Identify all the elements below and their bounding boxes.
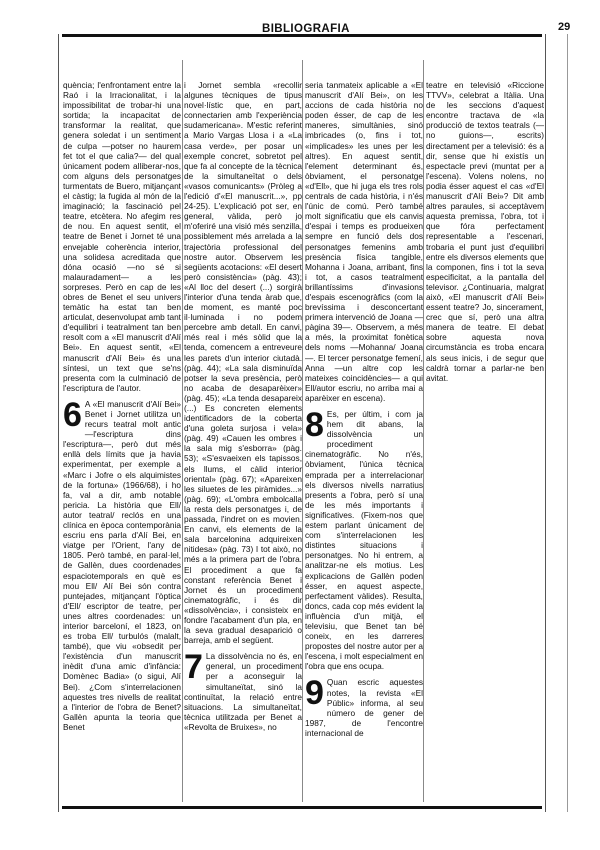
paragraph-text: Quan escric aquestes notes, la revista «El Públic» informa, al seu número de gener de 1987, de l'encontre internacional de xyxy=(305,677,423,738)
paragraph xyxy=(305,80,423,403)
page-number: 29 xyxy=(558,21,571,33)
paragraph-text: Es, per últim, i com ja hem dit abans, la dissolvència un procediment cinematogràfic. No n'és, òbviament, l'única tècnica emprada per a interrelacionar els diversos nivells narratius presents a l'obra, però sí una de les més importants i significatives. (Fixem-nos que estem parlant únicament de com s'interrelacionen les distintes situacions i personatges. No hi entrem, a analitzar-ne els motius. Les explicacions de Gallèn poden ésser, en aquest aspecte, perfectament vàlides). Resulta, doncs, cada cop més evident la influència d'un mitjà, el televisiu, que Benet tan bé coneix, en les darreres propostes del nostre autor per a l'escena, i molt especialment en l'obra que ens ocupa. xyxy=(305,409,423,672)
paragraph-text: A «El manuscrit d'Alí Bei» Benet i Jornet utilitza un recurs teatral molt antic —l'escriptura dins l'escriptura—, però dut més enllà dels límits que ja havia experimentat, per exemple a «Marc i Jofre o els alquimistes de la fortuna» (1966/68), i ho fa, val a dir, amb notable pericia. La història que Ell/ autor teatral/ reclós en una clínica en època contemporània escriu ens parla d'Alí Bei, en viatge per l'Orient, l'any de 1805. Però també, en paral·lel, de Gallèn, dues coordenades espaciotemporals en què es mou Ell/ Alí Bei són contra puntejades, mitjançant l'òptica d'Ell/ escriptor de teatre, per unes altres coordenades: un interior barceloní, el 1823, on es troba Ell/ turbulós (malalt, també), que viu «obsedit per l'existència d'un manuscrit inèdit d'una amic d'infància: Domènec Badia» (o sigui, Alí Bei). ¿Com s'interrelacionen aquestes tres nivells de realitat a l'interior de l'obra de Benet? Gallèn apunta la teoria que Benet xyxy=(63,398,181,732)
page-frame-outer-right xyxy=(567,34,568,812)
paragraph xyxy=(426,80,544,383)
numbered-paragraph xyxy=(184,648,302,732)
paragraph-text: i Jornet sembla «recollir algunes tècniques de tipus novel·lístic que, en part, connectarien amb l'experiència sudamericana». M'estic referint a Mario Vargas Llosa i a «La casa verde», per posar un exemple concret, sobretot pel que fa al concepte de la tècnica de la simultaneïtat o dels «vasos comunicants» (Pròleg a l'edició d'«El manuscrit...», pp 24-25). L'explicació pot ser, en general, vàlida, però jo m'oferiré una visió més senzilla, possiblement més arrelada a la trajectòria professional del nostre autor. Observem les següents acotacions: «El desert però consistència» (pàg. 43); «Al lloc del desert (...) sorgirà l'interior d'una tenda àrab que, de moment, es manté poc il·luminada i no podem percebre amb detall. En canvi, més real i més sòlid que la tenda, comencem a entreveure les parets d'un interior ciutadà. (pàg. 44); «La sala disminuïda potser la seva presència, però no acaba de desaparèixer» (pàg. 45); «La tenda desapareix (...) Es concreten elements identificadors de la coberta d'una goleta surjosa i vela» (pàg. 49) «Cauen les ombres i la sala mig s'esborra» (pàg. 53); «S'esvaeixen els tapissos, els llums, el càlid interior oriental» (pàg. 67); «Apareixen les siluetes de les piràmides...» (pàg. 69); «L'ombra embolcalla la resta dels personatges i, de passada, l'indret on es movien. En canvi, els elements de la sala barcelonina adquireixen nitidesa» (pàg. 73) I tot això, no més a la primera part de l'obra. El procediment a que fa constant referència Benet i Jornet és un procediment cinematogràfic, i és dir «dissolvència», i consisteix en fondre l'acabament d'un pla, en la seva gradual desaparició o barreja, amb el següent. xyxy=(184,80,302,646)
text-column-1 xyxy=(63,80,181,732)
numbered-paragraph xyxy=(305,674,423,738)
numbered-paragraph xyxy=(305,406,423,672)
paragraph xyxy=(184,80,302,645)
column-divider xyxy=(302,60,303,802)
section-title: BIBLIOGRAFIA xyxy=(262,23,350,35)
paragraph-text: La dissolvència no és, en general, un procediment per a aconseguir la simultaneïtat, sinó la continuïtat, la relació entre situacions. La simultaneïtat, tècnica utilitzada per Benet a «Revolta de Bruixes», no xyxy=(184,651,302,732)
section-number: 9 xyxy=(305,674,324,713)
text-column-3 xyxy=(305,80,423,738)
numbered-paragraph xyxy=(63,395,181,732)
footer-rule xyxy=(62,806,542,809)
section-number: 8 xyxy=(305,406,324,444)
paragraph-text: quència; l'enfrontament entre la Raó i la Irracionalitat, i la impossibilitat de trobar-hi una sortida; la incapacitat de transformar la realitat, que genera soledat i un sentiment de culpa —potser no haurem fet tot el que calia?— del qual únicament podem alliberar-nos, com alguns dels personatges turmentats de Buero, mitjançant el càstig; la fugida al món de la imaginació; la fascinació pel teatre, etcètera. No afegim res de nou. En aquest sentit, el teatre de Benet i Jornet té una envejable coherència interior, una solidesa acreditada que dóna ocasió —no sé si malauradament— a les sorpreses. Però en cap de les obres de Benet el seu univers temàtic ha estat tan ben articulat, desenvolupat amb tant d'equilibri i teatralment tan ben resolt com a «El manuscrit d'Alí Bei». En aquest sentit, «El manuscrit d'Alí Bei» és una síntesi, un text que se'ns presenta com la culminació de l'escriptura de l'autor. xyxy=(63,80,181,393)
text-column-4 xyxy=(426,80,544,383)
page-frame-right xyxy=(545,34,546,812)
column-divider xyxy=(423,60,424,802)
page-frame-left xyxy=(58,34,59,812)
section-number: 7 xyxy=(184,648,203,687)
text-column-2 xyxy=(184,80,302,732)
paragraph-text: teatre en televisió «Riccione TTVV», celebrat a Itàlia. Una de les seccions d'aquest encontre tractava de «la producció de textos teatrals (—no guions—, escrits) directament per a televisió: és a dir, sense que hi existís un espectacle previ (muntat per a l'escena). Volens nolens, no podia ésser aquest el cas «d'El manuscrit d'Alí Bei»? Dit amb altres paraules, si acceptàvem aquesta premissa, l'obra, tot i que fóra perfectament representable a l'escenari, trobaria el punt just d'equilibri entre els diversos elements que la componen, fins i tot la seva especificitat, a la pantalla del televisor. ¿Continuaria, malgrat això, «El manuscrit d'Alí Bei» essent teatre? Jo, sincerament, crec que sí, però una altra manera de teatre. El debat sobre aquesta nova circumstància es troba encara als seus inicis, i de segur que caldrà tornar a parlar-ne ben avitat. xyxy=(426,80,544,383)
paragraph xyxy=(63,80,181,393)
column-divider xyxy=(182,60,183,802)
section-number: 6 xyxy=(63,395,82,434)
paragraph-text: seria tanmateix aplicable a «El manuscrit d'Alí Bei», on les accions de cada història no poden ésser, de cap de les maneres, simultànies, sinó imbricades (o, fins i tot, «implicades» les unes per les altres). En aquest sentit, l'element determinant és, òbviament, el personatge «d'Ell», que hi juga els tres rols centrals de cada història, i n'és l'únic de comú. Però també molt significatiu que els canvis d'espai i temps es produeixen sempre en funció dels dos personatges femenins amb presència física tangible, Mohanna i Joana, arribant, fins i tot, a casos teatralment brillantíssims d'invasions d'espais escenogràfics (com la brevíssima i desconcertant primera intervenció de Joana —pàgina 39—. Observem, a més a més, la proximitat fonètica dels noms —Mohanna/ Joana—. El tercer personatge femení, Anna —un altre cop les mateixes coincidències— a qui Ell/autor escriu, no arriba mai a aparèixer en escena). xyxy=(305,80,423,403)
